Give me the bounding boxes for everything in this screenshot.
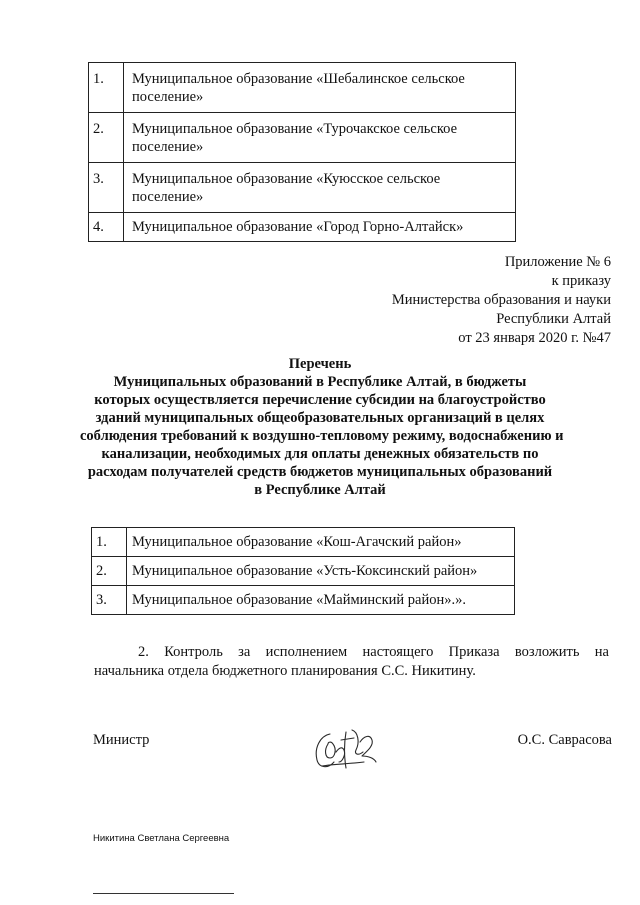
row-text: Муниципальное образование «Куюсское сельское поселение» (124, 163, 516, 213)
title-line: зданий муниципальных общеобразовательных организаций в целях (95, 410, 545, 426)
executor-name: Никитина Светлана Сергеевна (93, 833, 230, 844)
table-row (89, 113, 516, 163)
row-number: 1. (89, 63, 124, 113)
row-text: Муниципальное образование «Кош-Агачский район» (127, 528, 515, 557)
row-number: 3. (92, 586, 127, 615)
row-number: 3. (89, 163, 124, 213)
row-text: Муниципальное образование «Турочакское сельское поселение» (124, 113, 516, 163)
table-row (89, 163, 516, 213)
title-line: расходам получателей средств бюджетов муниципальных образований (87, 464, 553, 480)
title-line: в Республике Алтай (254, 482, 386, 498)
table-row (89, 63, 516, 113)
title-heading: Перечень (288, 356, 352, 372)
table-row (89, 213, 516, 242)
title-line: Муниципальных образований в Республике Алтай, в бюджеты (113, 374, 527, 390)
row-text: Муниципальное образование «Шебалинское сельское поселение» (124, 63, 516, 113)
row-number: 4. (89, 213, 124, 242)
row-number: 2. (92, 557, 127, 586)
appendix-reference (392, 253, 611, 348)
paragraph-line: начальника отдела бюджетного планирования С.С. Никитину. (94, 663, 476, 679)
row-text: Муниципальное образование «Город Горно-Алтайск» (124, 213, 516, 242)
paragraph-line: 2. Контроль за исполнением настоящего Приказа возложить на (138, 644, 609, 660)
signatory-name: О.С. Саврасова (517, 732, 612, 748)
handwritten-signature (308, 722, 380, 777)
municipal-list-table-top (88, 62, 516, 242)
row-number: 2. (89, 113, 124, 163)
footer-divider (93, 893, 234, 894)
appendix-line: Республики Алтай (496, 311, 611, 327)
appendix-line: от 23 января 2020 г. №47 (458, 330, 611, 346)
list-title (80, 355, 564, 499)
row-text: Муниципальное образование «Усть-Коксинский район» (127, 557, 515, 586)
title-line: канализации, необходимых для оплаты денежных обязательств по (101, 446, 539, 462)
appendix-line: Приложение № 6 (504, 254, 611, 270)
control-paragraph (94, 643, 609, 681)
table-row (92, 557, 515, 586)
row-text: Муниципальное образование «Майминский район».». (127, 586, 515, 615)
municipal-list-table-bottom (91, 527, 515, 615)
table-row (92, 586, 515, 615)
row-number: 1. (92, 528, 127, 557)
title-line: соблюдения требований к воздушно-тепловому режиму, водоснабжению и (80, 428, 564, 444)
appendix-line: к приказу (551, 273, 611, 289)
table-row (92, 528, 515, 557)
appendix-line: Министерства образования и науки (391, 292, 611, 308)
signatory-position: Министр (93, 732, 150, 748)
title-line: которых осуществляется перечисление субсидии на благоустройство (94, 392, 546, 408)
